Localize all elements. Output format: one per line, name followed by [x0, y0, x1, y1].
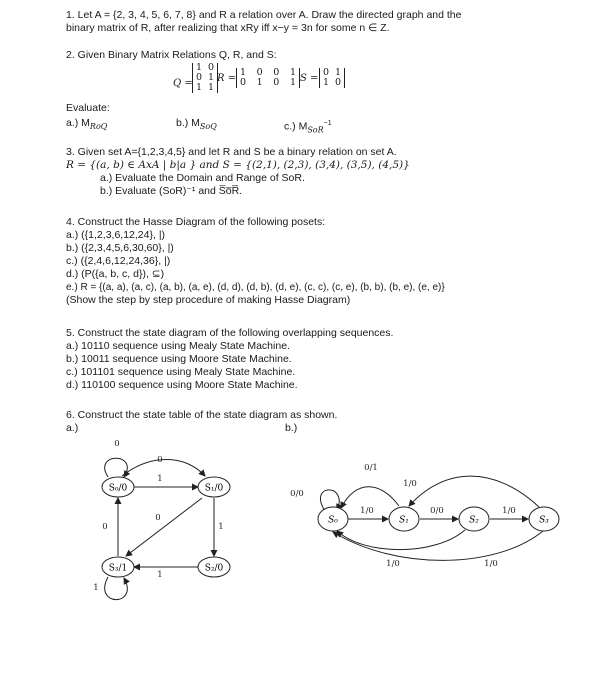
q6-b-label: b.) — [285, 422, 298, 434]
state-a-s0-label: S₀/0 — [108, 483, 128, 494]
q4-title: 4. Construct the Hasse Diagram of the following posets: — [66, 216, 326, 228]
label-a-s1-s3: 0 — [155, 513, 161, 523]
q2-a: a.) $M_{RoQ}$ — [66, 117, 108, 132]
s-matrix-label: S = — [300, 73, 319, 84]
q1-line1: 1. Let A = {2, 3, 4, 5, 6, 7, 8} and R a relation over A. Draw the directed graph and the — [66, 9, 462, 21]
q5-a: a.) 10110 sequence using Mealy State Machine. — [66, 340, 290, 352]
state-b-s3-label: S₃ — [539, 515, 549, 526]
label-b-s1-s2: 0/0 — [430, 506, 444, 516]
edge-a-s3-self — [105, 577, 128, 600]
q2-title: 2. Given Binary Matrix Relations Q, R, and S: — [66, 49, 277, 61]
q4-note: (Show the step by step procedure of making Hasse Diagram) — [66, 294, 351, 306]
q3-line1: 3. Given set A={1,2,3,4,5} and let R and S be a binary relation on set A. — [66, 146, 397, 158]
state-b-s3 — [529, 507, 559, 531]
s-matrix: 0 1 1 0 — [319, 68, 345, 88]
q5-b: b.) 10011 sequence using Moore State Machine. — [66, 353, 292, 365]
state-a-s0 — [102, 477, 134, 497]
q4-c: c.) ({2,4,6,12,24,36}, |) — [66, 255, 171, 267]
q3-b: b.) Evaluate (SoR)⁻¹ and S̅o̅R̅. — [100, 185, 243, 197]
q4-d: d.) (P({a, b, c, d}), ⊆) — [66, 268, 165, 280]
state-a-s1-label: S₁/0 — [204, 483, 224, 494]
state-a-s3 — [102, 557, 134, 577]
state-b-s2 — [459, 507, 489, 531]
label-a-s1-s2: 1 — [218, 522, 224, 532]
q4-b: b.) ({2,3,4,5,6,30,60}, |) — [66, 242, 174, 254]
q2-b: b.) $M_{SoQ}$ — [176, 117, 217, 132]
label-a-s3-s0: 0 — [102, 522, 108, 532]
label-b-s3-s1-arc: 1/0 — [403, 479, 417, 489]
q5-d: d.) 110100 sequence using Moore State Machine. — [66, 379, 298, 391]
edge-b-s3-s1-arc — [409, 476, 539, 507]
state-b-s0 — [318, 507, 348, 531]
edge-b-s1-s0-arc — [341, 487, 399, 508]
state-b-s0-label: S₀ — [328, 515, 338, 526]
state-a-s1 — [198, 477, 230, 497]
state-diagram-b — [285, 458, 585, 578]
q6-title: 6. Construct the state table of the state diagram as shown. — [66, 409, 338, 421]
q1-line2: binary matrix of R, after realizing that xRy iff x−y = 3n for some n ∈ Z. — [66, 22, 390, 34]
state-a-s3-label: S₃/1 — [108, 563, 128, 574]
label-b-s0-s1: 1/0 — [360, 506, 374, 516]
label-a-s0-self: 0 — [114, 439, 120, 449]
label-b-s1-s0-arc: 0/1 — [364, 463, 378, 473]
state-b-s1-label: S₁ — [399, 515, 409, 526]
r-matrix: 1 0 0 1 0 1 0 1 — [236, 68, 300, 88]
edge-a-s1-s3 — [126, 498, 202, 556]
q4-e: e.) R = {(a, a), (a, c), (a, b), (a, e), (d, d), (d, b), (d, e), (c, c), (c, e), (b, b), (b, e), (e, e)} — [66, 282, 445, 293]
state-b-s1 — [389, 507, 419, 531]
label-b-s2-s0-arc: 1/0 — [386, 559, 400, 569]
edge-b-s2-s0-arc — [337, 530, 465, 550]
q4-a: a.) ({1,2,3,6,12,24}, |) — [66, 229, 166, 241]
label-b-s2-s3: 1/0 — [502, 506, 516, 516]
q2-c: c.) $M_{SoR}^{-1}$ — [284, 120, 332, 135]
label-b-s0-self: 0/0 — [290, 489, 304, 499]
q5-c: c.) 101101 sequence using Mealy State Machine. — [66, 366, 296, 378]
label-a-s0-s1-top: 0 — [157, 455, 163, 465]
q2-evaluate: Evaluate: — [66, 102, 110, 114]
state-b-s2-label: S₂ — [469, 515, 479, 526]
edge-b-s3-s0-arc — [333, 531, 543, 560]
label-a-s3-self: 1 — [93, 583, 99, 593]
q5-title: 5. Construct the state diagram of the following overlapping sequences. — [66, 327, 394, 339]
state-a-s2-label: S₂/0 — [204, 563, 224, 574]
q-matrix: 1 0 0 1 1 1 — [192, 63, 218, 93]
label-a-s0-s1-bottom: 1 — [157, 474, 163, 484]
q-matrix-label: Q = — [173, 78, 193, 89]
label-a-s2-s3: 1 — [157, 570, 163, 580]
edge-a-s0-s1-top — [122, 460, 205, 477]
r-matrix-label: R = — [217, 73, 237, 84]
state-a-s2 — [198, 557, 230, 577]
q3-line2: R = {(a, b) ∈ AxA | b|a } and S = {(2,1), (2,3), (3,4), (3,5), (4,5)} — [66, 159, 410, 171]
q3-a: a.) Evaluate the Domain and Range of SoR. — [100, 172, 305, 184]
q6-a-label: a.) — [66, 422, 79, 434]
state-diagram-a — [80, 432, 250, 612]
label-b-s3-s0-arc: 1/0 — [484, 559, 498, 569]
